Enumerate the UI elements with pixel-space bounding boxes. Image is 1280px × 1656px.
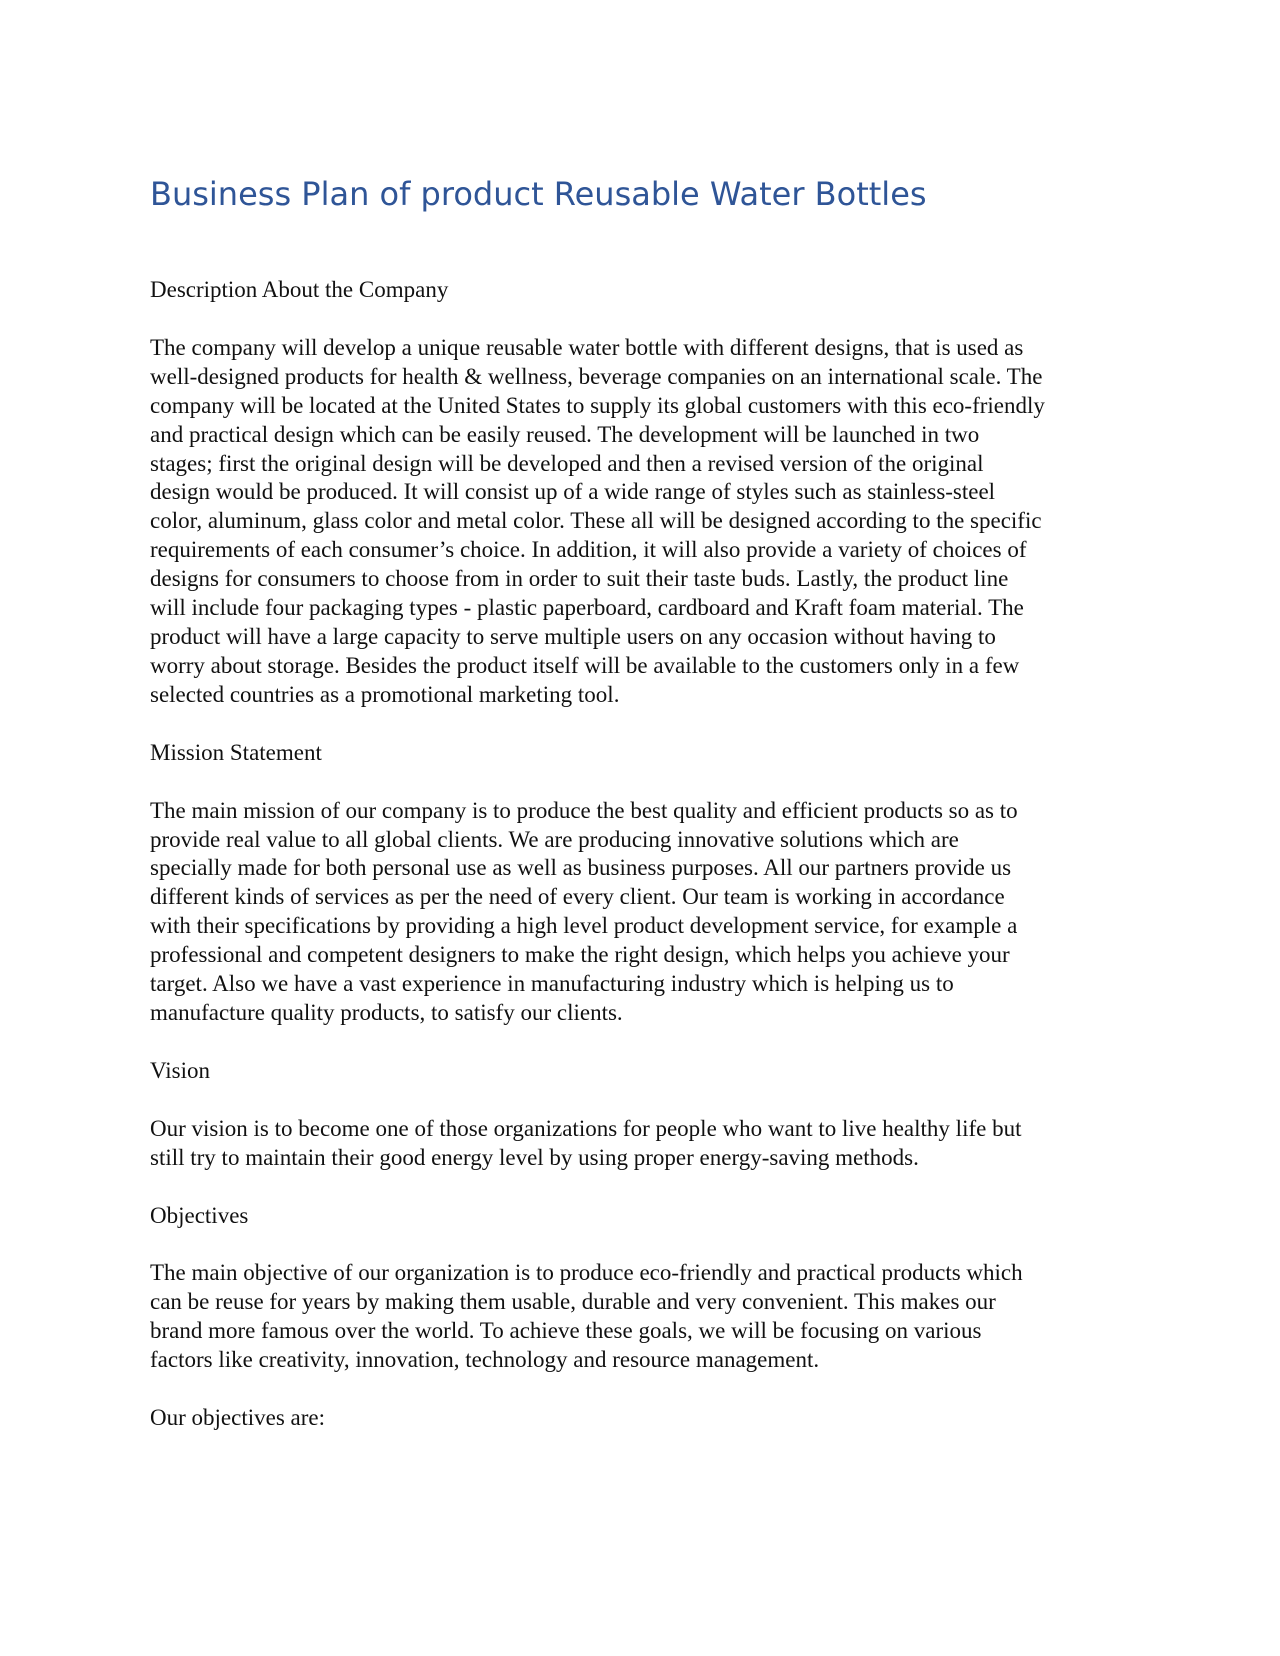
text-line: color, aluminum, glass color and metal color. These all will be designed according to the specific	[150, 508, 1042, 534]
text-line: and practical design which can be easily reused. The development will be launched in two	[150, 421, 980, 447]
paragraph-mission	[150, 797, 1140, 1028]
text-line: designs for consumers to choose from in order to suit their taste buds. Lastly, the product line	[150, 566, 1009, 592]
text-line: provide real value to all global clients. We are producing innovative solutions which are	[150, 826, 959, 852]
text-line: The main mission of our company is to produce the best quality and efficient products so as to	[150, 797, 1018, 823]
text-line: specially made for both personal use as well as business purposes. All our partners provide us	[150, 855, 1012, 881]
text-line: stages; first the original design will be developed and then a revised version of the original	[150, 450, 984, 476]
text-line: brand more famous over the world. To achieve these goals, we will be focusing on various	[150, 1318, 982, 1344]
section-heading-objectives: Objectives	[150, 1202, 249, 1228]
text-line: company will be located at the United States to supply its global customers with this eco-friendly	[150, 392, 1045, 418]
paragraph-description	[150, 334, 1140, 710]
text-line: target. Also we have a vast experience in manufacturing industry which is helping us to	[150, 971, 954, 997]
closing-line: Our objectives are:	[150, 1405, 325, 1431]
text-line: with their specifications by providing a high level product development service, for example a	[150, 913, 1018, 939]
text-line: The main objective of our organization is to produce eco-friendly and practical products which	[150, 1260, 1023, 1286]
text-line: manufacture quality products, to satisfy our clients.	[150, 999, 623, 1025]
paragraph-objectives	[150, 1259, 1140, 1375]
text-line: professional and competent designers to make the right design, which helps you achieve your	[150, 942, 1010, 968]
section-heading-mission: Mission Statement	[150, 739, 322, 765]
text-line: Our vision is to become one of those organizations for people who want to live healthy life but	[150, 1115, 1022, 1141]
text-line: will include four packaging types - plastic paperboard, cardboard and Kraft foam material. The	[150, 595, 1024, 621]
text-line: factors like creativity, innovation, technology and resource management.	[150, 1347, 820, 1373]
text-line: worry about storage. Besides the product itself will be available to the customers only in a few	[150, 652, 1020, 678]
paragraph-vision	[150, 1115, 1140, 1173]
text-line: requirements of each consumer’s choice. In addition, it will also provide a variety of choices of	[150, 537, 1027, 563]
section-heading-vision: Vision	[150, 1057, 210, 1083]
text-line: well-designed products for health & wellness, beverage companies on an international scale. The	[150, 363, 1043, 389]
document-body	[150, 276, 1140, 1433]
section-heading-description: Description About the Company	[150, 277, 449, 302]
text-line: product will have a large capacity to serve multiple users on any occasion without having to	[150, 623, 996, 649]
document-title: Business Plan of product Reusable Water Bottles	[150, 175, 927, 213]
text-line: The company will develop a unique reusable water bottle with different designs, that is used as	[150, 334, 1024, 360]
text-line: selected countries as a promotional marketing tool.	[150, 681, 620, 707]
text-line: different kinds of services as per the need of every client. Our team is working in accordance	[150, 884, 1005, 910]
text-line: can be reuse for years by making them usable, durable and very convenient. This makes our	[150, 1289, 996, 1315]
text-line: still try to maintain their good energy level by using proper energy-saving methods.	[150, 1144, 919, 1170]
text-line: design would be produced. It will consist up of a wide range of styles such as stainless-steel	[150, 479, 996, 505]
